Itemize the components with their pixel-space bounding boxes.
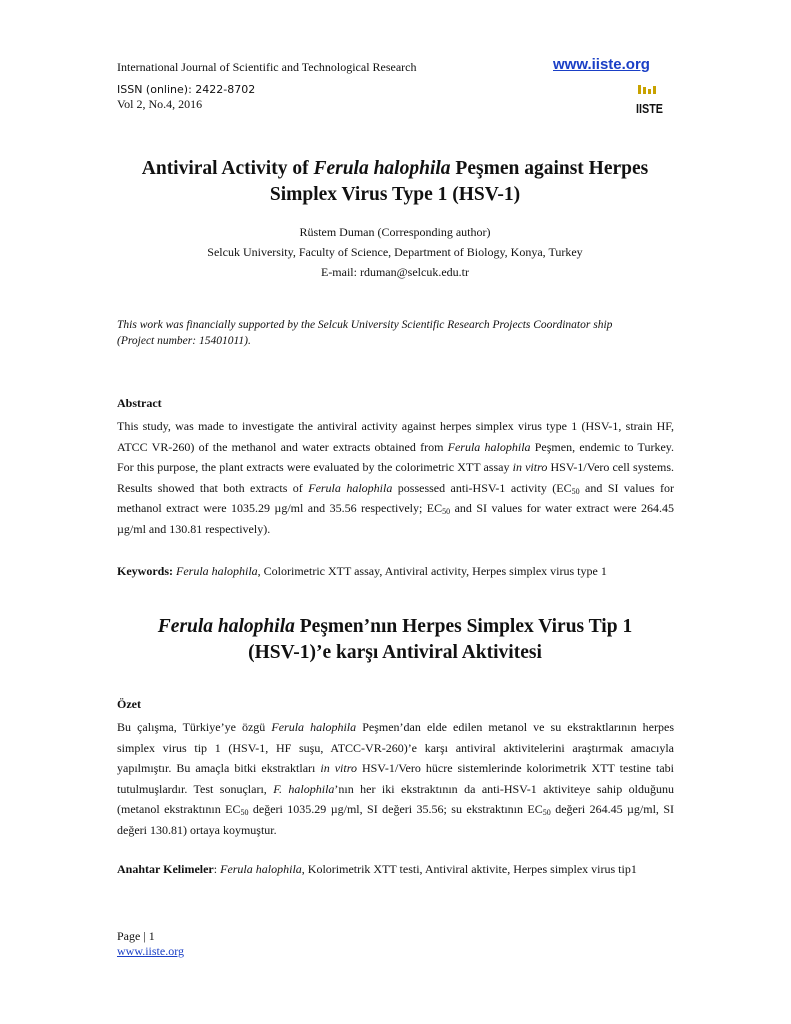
issn: ISSN (online): 2422-8702 (117, 83, 256, 96)
keywords: Keywords: Ferula halophila, Colorimetric XTT assay, Antiviral activity, Herpes simplex virus type 1 (117, 564, 607, 578)
footer-website-link[interactable]: www.iiste.org (117, 944, 184, 958)
anahtar-kelimeler: Anahtar Kelimeler: Ferula halophila, Kolorimetrik XTT testi, Antiviral aktivite, Herpes simplex virus tip1 (117, 862, 637, 876)
website-link[interactable]: www.iiste.org (553, 56, 650, 73)
author-name: Rüstem Duman (Corresponding author) (299, 225, 491, 239)
iiste-logo (636, 85, 664, 115)
page-number: Page | 1 (117, 929, 155, 943)
author-email: E-mail: rduman@selcuk.edu.tr (320, 265, 469, 279)
author-affiliation: Selcuk University, Faculty of Science, Department of Biology, Konya, Turkey (207, 245, 583, 259)
volume: Vol 2, No.4, 2016 (117, 97, 203, 111)
ozet-text: Bu çalışma, Türkiye’ye özgü Ferula halophila Peşmen’dan elde edilen metanol ve su ekstraktlarının herpes simplex virus tip 1 (HSV-1, HF suşu, ATCC-VR-260)’e karşı antiviral aktivitelerini araştırmak amacıyla yapılmıştır. Bu amaçla bitki ekstraktları in vitro HSV-1/Vero hücre sistemlerinde kolorimetrik XTT testine tabi tutulmuşlardır. Test sonuçları, F. halophila’nın her iki ekstraktının da anti-HSV-1 aktiviteye sahip olduğunu (metanol ekstraktının $EC_{50}$ değeri 1035.29 µg/ml, SI değeri 35.56; su ekstraktının $EC_{50}$ değeri 264.45 µg/ml, SI değeri 130.81) ortaya koymuştur. (117, 720, 675, 837)
paper-title: Antiviral Activity of Ferula halophila Peşmen against Herpes Simplex Virus Type 1 (HSV-1) (141, 158, 649, 205)
paper-title-turkish: Ferula halophila Peşmen’nın Herpes Simplex Virus Tip 1 (HSV-1)’e karşı Antiviral Aktivitesi (157, 616, 633, 663)
logo-text: IISTE (636, 101, 664, 116)
journal-name: International Journal of Scientific and Technological Research (117, 60, 417, 74)
abstract-text: This study, was made to investigate the antiviral activity against herpes simplex virus type 1 (HSV-1, strain HF, ATCC VR-260) of the methanol and water extracts obtained from Ferula halophila Peşmen, endemic to Turkey. For this purpose, the plant extracts were evaluated by the colorimetric XTT assay in vitro HSV-1/Vero cell systems. Results showed that both extracts of Ferula halophila possessed anti-HSV-1 activity ($EC_{50}$ and SI values for methanol extract were 1035.29 µg/ml and 35.56 respectively; $EC_{50}$ and SI values for water extract were 264.45 µg/ml and 130.81 respectively). (117, 419, 675, 536)
ozet-heading: Özet (117, 697, 141, 711)
funding-note: This work was financially supported by the Selcuk University Scientific Research Projects Coordinator ship (Project number: 15401011). (117, 319, 613, 347)
abstract-heading: Abstract (117, 396, 162, 410)
